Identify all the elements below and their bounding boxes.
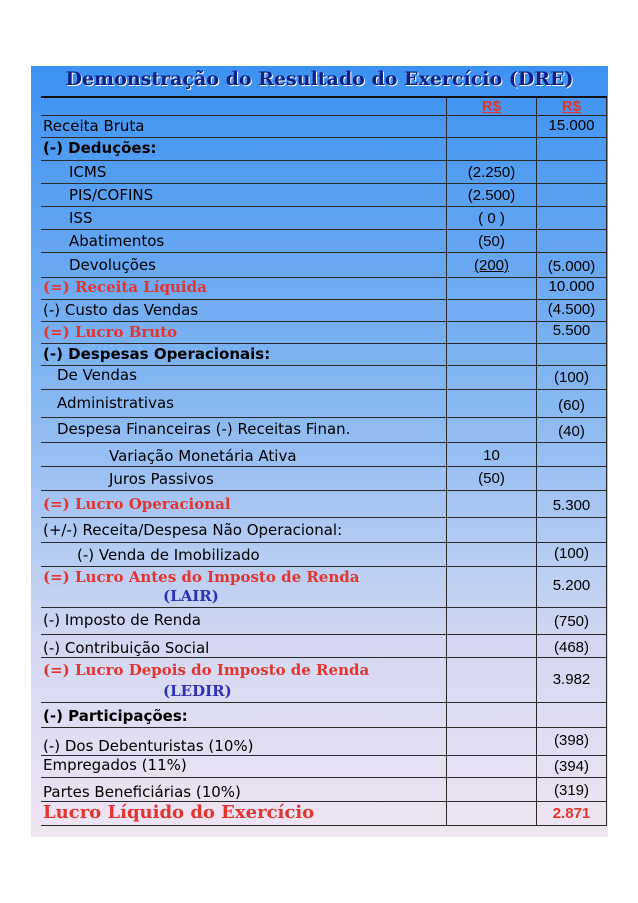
row-value: (5.000) [547, 258, 596, 275]
row-label: ISS [69, 209, 93, 227]
table-row [41, 442, 607, 466]
page-title: Demonstração do Resultado do Exercício (DRE) [65, 68, 574, 90]
table-row [41, 365, 607, 389]
row-label: (-) Custo das Vendas [43, 301, 199, 319]
row-label: PIS/COFINS [69, 186, 154, 204]
row-value: (750) [553, 613, 590, 630]
header-col3: R$ [561, 98, 582, 115]
row-value: (2.500) [467, 187, 516, 204]
row-label: (-) Despesas Operacionais: [43, 345, 271, 363]
row-label: Administrativas [57, 394, 174, 412]
row-label: Variação Monetária Ativa [109, 447, 297, 465]
row-value: (468) [553, 639, 590, 656]
row-value: 2.871 [552, 805, 591, 822]
row-label: (-) Dos Debenturistas (10%) [43, 737, 254, 755]
row-value: (319) [553, 782, 590, 799]
table-row [41, 252, 607, 277]
row-label: (=) Receita Líquida [43, 278, 207, 296]
row-value: (100) [553, 369, 590, 386]
row-label: De Vendas [57, 366, 137, 384]
row-sublabel: (LEDIR) [163, 682, 232, 700]
row-label: (+/-) Receita/Despesa Não Operacional: [43, 521, 343, 539]
row-value: (50) [478, 233, 505, 250]
row-value: (4.500) [547, 301, 596, 318]
row-label: Lucro Líquido do Exercício [43, 802, 315, 823]
row-label: Abatimentos [69, 232, 165, 250]
table-row [41, 299, 607, 321]
table-row [41, 160, 607, 183]
row-label: ICMS [69, 163, 107, 181]
table-row [41, 727, 607, 755]
table-row [41, 389, 607, 417]
row-label: (-) Venda de Imobilizado [77, 546, 260, 564]
row-value: (2.250) [467, 164, 516, 181]
row-value: (200) [473, 257, 510, 274]
row-value: (40) [558, 423, 585, 440]
row-label: (=) Lucro Antes do Imposto de Renda [43, 568, 360, 586]
table-row [41, 229, 607, 252]
table-row [41, 343, 607, 365]
table-row [41, 466, 607, 490]
row-value: (60) [558, 397, 585, 414]
row-value: 5.300 [552, 497, 591, 514]
row-value: 5.500 [552, 322, 591, 339]
row-label: Devoluções [69, 256, 156, 274]
row-value: (398) [553, 732, 590, 749]
table-row [41, 702, 607, 727]
table-row [41, 115, 607, 137]
table-row [41, 607, 607, 634]
table-row [41, 801, 607, 826]
table-row [41, 183, 607, 206]
row-value: ( 0 ) [478, 210, 505, 227]
row-label: Empregados (11%) [43, 756, 187, 774]
row-sublabel: (LAIR) [163, 587, 219, 605]
table-header [41, 96, 607, 115]
row-value: (394) [553, 758, 590, 775]
table-row [41, 542, 607, 566]
dre-panel [31, 66, 608, 837]
row-value: 3.982 [552, 671, 591, 688]
row-value: (100) [553, 545, 590, 562]
row-value: 10.000 [548, 278, 595, 295]
table-row [41, 137, 607, 160]
table-row [41, 321, 607, 343]
header-col2: R$ [481, 98, 502, 115]
table-row [41, 566, 607, 607]
row-label: Partes Beneficiárias (10%) [43, 783, 241, 801]
table-row [41, 206, 607, 229]
row-value: 5.200 [552, 577, 591, 594]
row-value: (50) [478, 470, 505, 487]
row-label: (=) Lucro Bruto [43, 323, 178, 341]
row-label: (-) Contribuição Social [43, 639, 210, 657]
table-row [41, 517, 607, 542]
row-value: 10 [483, 447, 500, 464]
row-label: (=) Lucro Depois do Imposto de Renda [43, 661, 370, 679]
table-row [41, 755, 607, 777]
table-row [41, 634, 607, 657]
row-value: 15.000 [548, 117, 595, 134]
row-label: (=) Lucro Operacional [43, 495, 231, 513]
row-label: Receita Bruta [43, 117, 145, 135]
row-label: Despesa Financeiras (-) Receitas Finan. [57, 420, 351, 438]
row-label: (-) Imposto de Renda [43, 611, 201, 629]
row-label: (-) Participações: [43, 707, 188, 725]
table-row [41, 657, 607, 702]
table-row [41, 417, 607, 442]
table-row [41, 277, 607, 299]
table-row [41, 490, 607, 517]
row-label: Juros Passivos [109, 470, 214, 488]
row-label: (-) Deduções: [43, 139, 157, 157]
table-row [41, 777, 607, 801]
